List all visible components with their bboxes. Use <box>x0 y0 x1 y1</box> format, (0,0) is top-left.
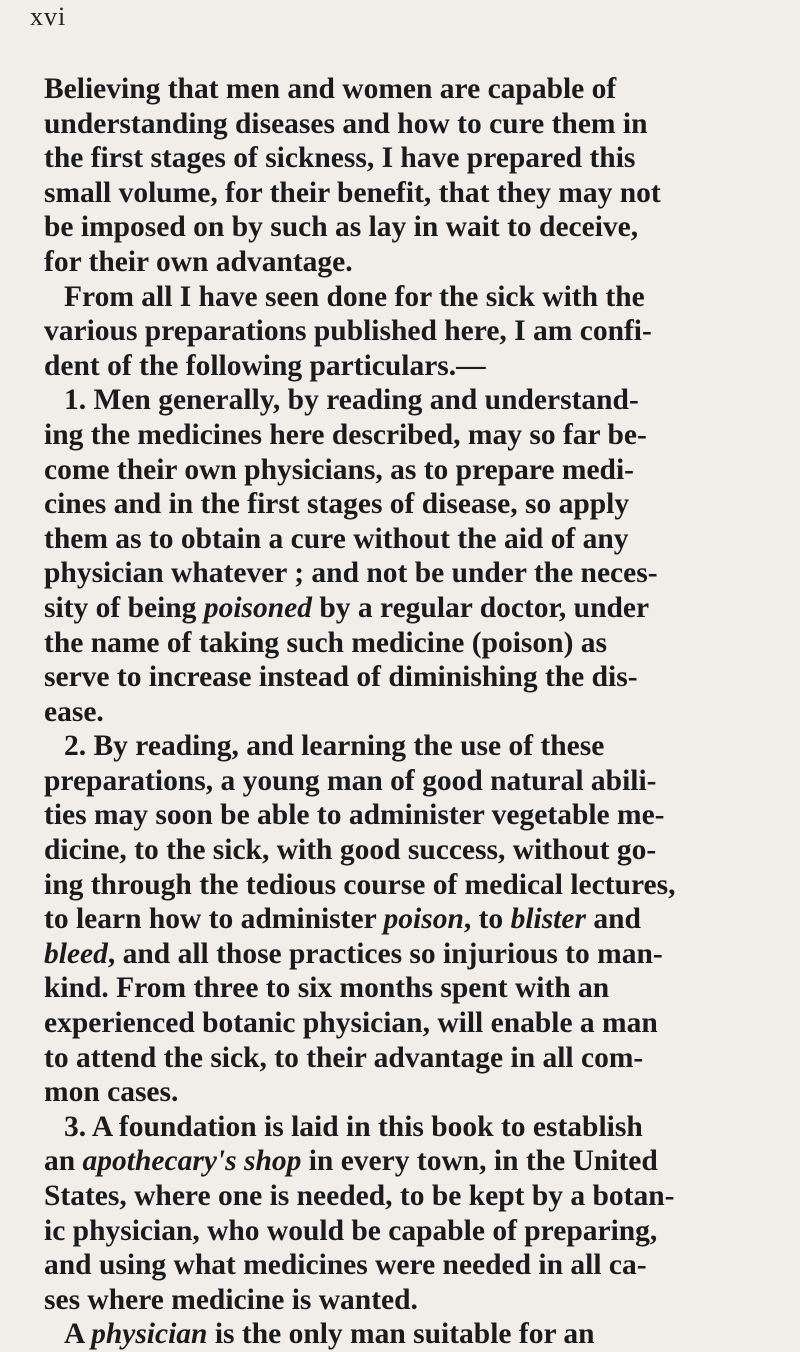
text-line: ease. <box>44 695 104 728</box>
text-line: cines and in the first stages of disease, so apply <box>44 488 630 521</box>
text-run: , to <box>463 903 511 936</box>
text-line <box>44 1317 792 1352</box>
text-run: is the only man suitable for an <box>207 1318 595 1351</box>
text-line: ses where medicine is wanted. <box>44 1283 418 1316</box>
text-line: and using what medicines were needed in all ca- <box>44 1249 647 1282</box>
text-line: 1. Men generally, by reading and understand- <box>64 384 639 417</box>
text-run: , and all those practices so injurious to man- <box>107 937 663 970</box>
italic-run: bleed <box>44 937 108 970</box>
text-line <box>44 1144 792 1179</box>
text-line: to attend the sick, to their advantage in all com- <box>44 1041 644 1074</box>
text-line: understanding diseases and how to cure them in <box>44 107 648 140</box>
text-run: an <box>44 1145 83 1178</box>
text-line: ties may soon be able to administer vegetable me- <box>44 799 665 832</box>
text-line: come their own physicians, as to prepare medi- <box>44 453 634 486</box>
text-line: dicine, to the sick, with good success, without go- <box>44 834 657 867</box>
text-run: by a regular doctor, under <box>312 591 650 624</box>
italic-run: blister <box>510 903 586 936</box>
text-line <box>44 902 792 937</box>
text-line: serve to increase instead of diminishing the dis- <box>44 661 638 694</box>
italic-run: poisoned <box>203 591 312 624</box>
text-line: 2. By reading, and learning the use of these <box>64 730 605 763</box>
text-line <box>44 937 792 972</box>
text-line: Believing that men and women are capable of <box>44 73 617 105</box>
text-run: A <box>64 1318 92 1351</box>
text-line: the first stages of sickness, I have prepared this <box>44 142 636 175</box>
italic-run: physician <box>91 1318 208 1351</box>
text-line: 3. A foundation is laid in this book to establish <box>64 1110 643 1143</box>
text-line: experienced botanic physician, will enable a man <box>44 1007 658 1040</box>
text-run: sity of being <box>44 591 204 624</box>
text-line: preparations, a young man of good natural abili- <box>44 764 657 797</box>
text-line: kind. From three to six months spent with an <box>44 972 610 1005</box>
text-line: physician whatever ; and not be under the neces- <box>44 557 658 590</box>
text-line: small volume, for their benefit, that they may not <box>44 176 661 209</box>
text-line: ic physician, who would be capable of preparing, <box>44 1214 658 1247</box>
text-line <box>44 591 792 626</box>
text-run: in every town, in the United <box>301 1145 658 1178</box>
text-run: to learn how to administer <box>44 903 384 936</box>
text-run: and <box>585 903 641 936</box>
text-line: for their own advantage. <box>44 245 353 278</box>
text-line: mon cases. <box>44 1076 179 1109</box>
text-line: dent of the following particulars.— <box>44 349 486 382</box>
text-line: From all I have seen done for the sick with the <box>64 280 645 313</box>
italic-run: apothecary's shop <box>82 1145 302 1178</box>
text-line: various preparations published here, I am confi- <box>44 315 652 348</box>
text-line: States, where one is needed, to be kept by a botan- <box>44 1180 675 1212</box>
text-line: them as to obtain a cure without the aid of any <box>44 522 629 555</box>
text-line: ing through the tedious course of medical lectures, <box>44 868 676 901</box>
italic-run: poison <box>383 903 464 936</box>
text-line: be imposed on by such as lay in wait to deceive, <box>44 211 639 244</box>
page-number: xvi <box>30 2 67 31</box>
preface-text <box>44 72 792 1352</box>
text-line: the name of taking such medicine (poison) as <box>44 626 607 659</box>
text-line: ing the medicines here described, may so far be- <box>44 418 647 451</box>
